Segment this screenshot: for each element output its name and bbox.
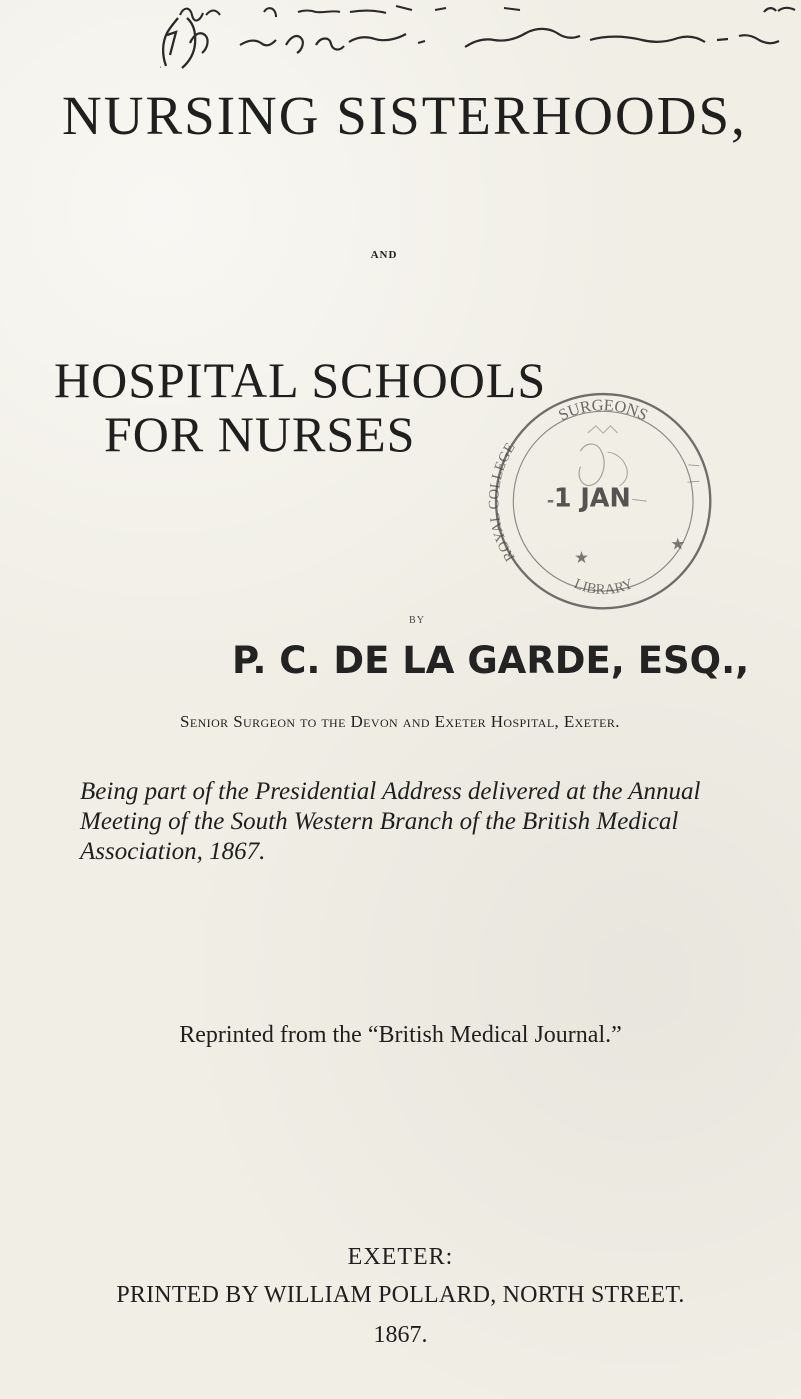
author-affiliation: Senior Surgeon to the Devon and Exeter Hospital, Exeter. <box>180 712 620 731</box>
stamp-bottom-text-path: LIBRARY <box>571 575 636 599</box>
svg-text:★: ★ <box>574 547 589 567</box>
stamp-top-text-path: SURGEONS <box>555 395 652 425</box>
author-prefix: BY <box>409 615 425 626</box>
document-subtitle-line-1: HOSPITAL SCHOOLS <box>54 352 547 408</box>
stamp-left-text-path: ROYAL COLLEGE <box>486 440 519 564</box>
document-subtitle-line-2: FOR NURSES <box>104 406 416 462</box>
document-title: NURSING SISTERHOODS, <box>62 85 747 146</box>
title-connector: AND <box>370 249 398 261</box>
context-note: Being part of the Presidential Address delivered at the Annual Meeting of the South Western Branch of the British Medical Association, 1867. <box>80 778 701 865</box>
publisher-city: EXETER: <box>347 1244 454 1270</box>
svg-text:★: ★ <box>670 534 685 554</box>
svg-text:-: - <box>546 490 555 512</box>
printer-line: PRINTED BY WILLIAM POLLARD, NORTH STREET. <box>116 1282 685 1308</box>
author-name: P. C. DE LA GARDE, ESQ., <box>232 639 750 682</box>
publication-year: 1867. <box>373 1322 428 1348</box>
stamp-bottom-text <box>572 576 636 598</box>
stamp-date: 1 JAN <box>553 482 631 513</box>
handwritten-inscription <box>160 0 801 70</box>
reprint-note: Reprinted from the “British Medical Journal.” <box>179 1022 622 1048</box>
